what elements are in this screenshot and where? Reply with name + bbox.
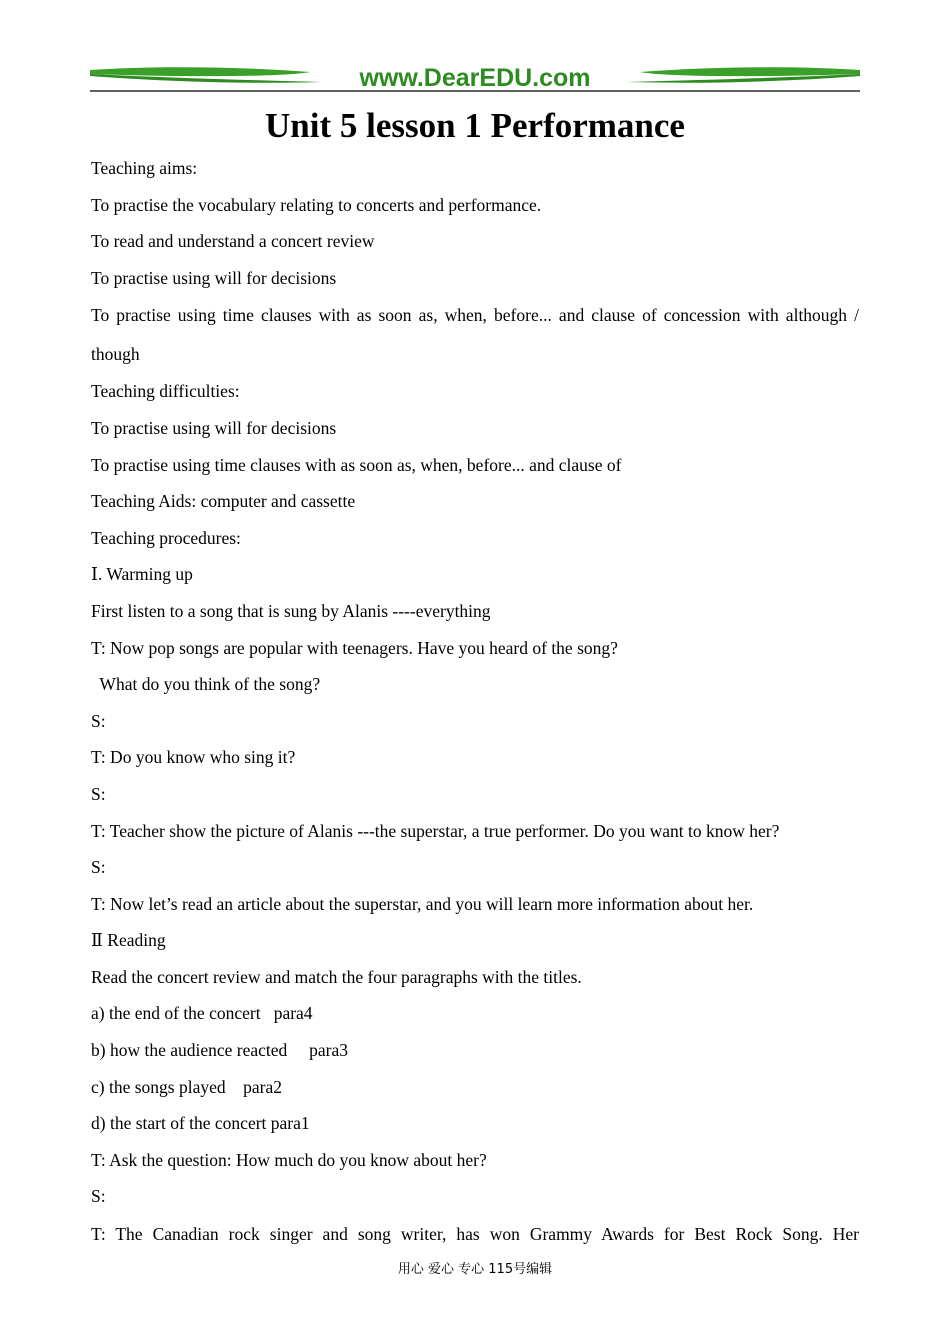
section-heading: Ⅱ Reading — [91, 930, 166, 951]
list-item: a) the end of the concert para4 — [91, 1003, 313, 1024]
text-line: T: Now pop songs are popular with teenagers. Have you heard of the song? — [91, 637, 618, 658]
justified-paragraph: T: The Canadian rock singer and song writer, has won Grammy Awards for Best Rock Song. Her — [91, 1224, 859, 1245]
list-item: b) how the audience reacted para3 — [91, 1040, 349, 1061]
text-line: T: Do you know who sing it? — [91, 747, 296, 768]
text-line: Read the concert review and match the four paragraphs with the titles. — [91, 966, 582, 987]
text-line: Teaching procedures: — [91, 527, 241, 548]
text-line: Teaching aims: — [91, 158, 198, 178]
page-title: Unit 5 lesson 1 Performance — [265, 106, 685, 145]
right-wing-decoration — [640, 67, 860, 76]
list-item: d) the start of the concert para1 — [91, 1113, 310, 1134]
text-line: S: — [91, 1186, 106, 1207]
list-item: c) the songs played para2 — [91, 1076, 282, 1097]
page-footer: 用心 爱心 专心 115号编辑 — [397, 1262, 553, 1277]
text-line: S: — [91, 710, 106, 731]
text-line: Teaching Aids: computer and cassette — [91, 491, 356, 512]
text-line: What do you think of the song? — [91, 674, 321, 695]
text-line: To read and understand a concert review — [91, 231, 375, 252]
text-line: To practise using time clauses with as soon as, when, before... and clause of — [91, 454, 622, 475]
dearedu-logo — [90, 62, 860, 94]
logo-text: www.DearEDU.com — [359, 64, 591, 92]
text-line: To practise the vocabulary relating to concerts and performance. — [91, 194, 542, 215]
document-body — [91, 150, 859, 1251]
text-line: To practise using will for decisions — [91, 417, 337, 438]
text-line: T: Now let’s read an article about the superstar, and you will learn more information about her. — [91, 893, 754, 914]
text-line: To practise using will for decisions — [91, 267, 337, 288]
text-line: Teaching difficulties: — [91, 381, 240, 402]
text-line: S: — [91, 857, 106, 878]
text-line: S: — [91, 783, 106, 804]
left-wing-decoration — [90, 67, 310, 76]
text-line: T: Teacher show the picture of Alanis ---the superstar, a true performer. Do you want to know her? — [91, 820, 780, 841]
site-header-banner — [90, 62, 860, 94]
section-heading: Ⅰ. Warming up — [91, 564, 193, 585]
text-line: T: Ask the question: How much do you know about her? — [91, 1149, 487, 1170]
text-line: First listen to a song that is sung by Alanis ----everything — [91, 600, 491, 621]
justified-paragraph: To practise using time clauses with as soon as, when, before... and clause of concession with although / though — [91, 305, 859, 364]
